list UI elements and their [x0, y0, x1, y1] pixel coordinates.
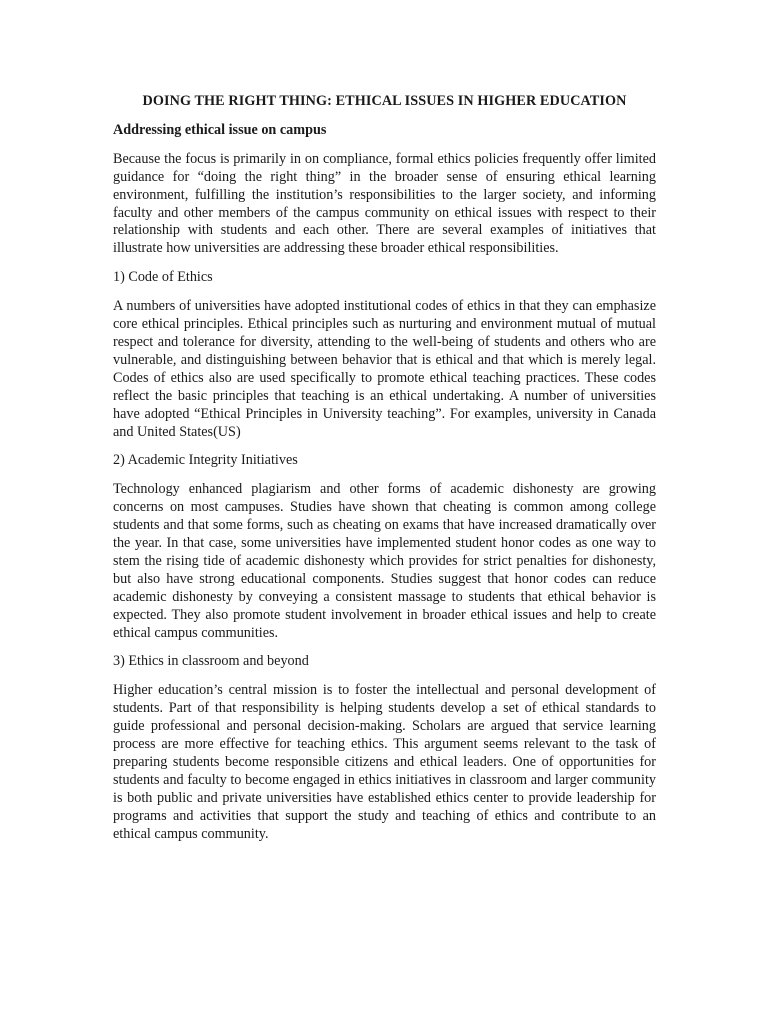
- document-page: [113, 93, 656, 855]
- section-heading-ethics-in-classroom: 3) Ethics in classroom and beyond: [113, 653, 309, 670]
- section-body-ethics-in-classroom: Higher education’s central mission is to foster the intellectual and personal development of students. Part of that responsibility is helping students develop a set of ethical standards to guide professional and personal decision-making. Scholars are argued that service learning process are more effective for teaching ethics. This argument seems relevant to the task of preparing students become responsible citizens and ethical leaders. One of opportunities for students and faculty to become engaged in ethics initiatives in classroom and larger community is both public and private universities have established ethics center to provide leadership for programs and activities that support the study and teaching of ethics and contribute to an ethical campus community.: [113, 682, 656, 842]
- document-subtitle: Addressing ethical issue on campus: [113, 121, 327, 138]
- section-body-academic-integrity: Technology enhanced plagiarism and other forms of academic dishonesty are growing concerns on most campuses. Studies have shown that cheating is common among college students and that some forms, such as cheating on exams that have increased dramatically over the year. In that case, some universities have implemented student honor codes as one way to stem the rising tide of academic dishonesty which provides for strict penalties for dishonesty, but also have strong educational components. Studies suggest that honor codes can reduce academic dishonesty by conveying a consistent massage to students that ethical behavior is expected. They also promote student involvement in broader ethical issues and help to create ethical campus communities.: [113, 481, 656, 641]
- section-body-code-of-ethics: A numbers of universities have adopted institutional codes of ethics in that they can emphasize core ethical principles. Ethical principles such as nurturing and environment mutual of mutual respect and tolerance for diversity, attending to the well-being of students and others who are vulnerable, and distinguishing between behavior that is ethical and that which is merely legal. Codes of ethics also are used specifically to promote ethical teaching practices. These codes reflect the basic principles that teaching is an ethical undertaking. A number of universities have adopted “Ethical Principles in University teaching”. For examples, university in Canada and United States(US): [113, 298, 656, 440]
- intro-paragraph: Because the focus is primarily in on compliance, formal ethics policies frequently offer limited guidance for “doing the right thing” in the broader sense of ensuring ethical learning environment, fulfilling the institution’s responsibilities to the larger society, and informing faculty and other members of the campus community on ethical issues with respect to their relationship with students and each other. There are several examples of initiatives that illustrate how universities are addressing these broader ethical responsibilities.: [113, 150, 656, 257]
- section-heading-code-of-ethics: 1) Code of Ethics: [113, 269, 213, 286]
- document-title: DOING THE RIGHT THING: ETHICAL ISSUES IN HIGHER EDUCATION: [142, 93, 627, 109]
- section-heading-academic-integrity: 2) Academic Integrity Initiatives: [113, 452, 298, 469]
